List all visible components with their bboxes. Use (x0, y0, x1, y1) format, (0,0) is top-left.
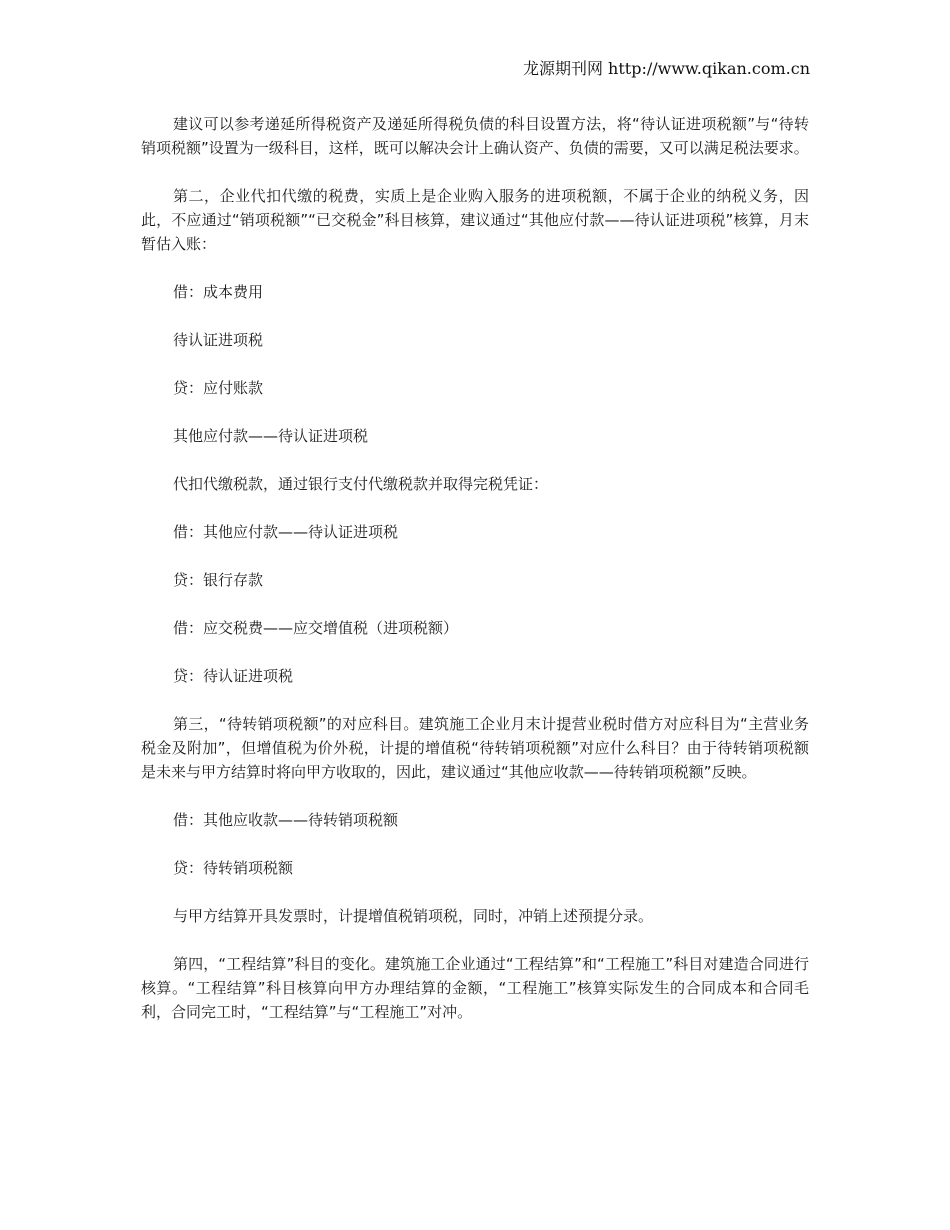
journal-entry-line: 贷：待转销项税额 (173, 859, 294, 877)
paragraph: 第四，“工程结算”科目的变化。建筑施工企业通过“工程结算”和“工程施工”科目对建造合同进行核算。“工程结算”科目核算向甲方办理结算的金额，“工程施工”核算实际发生的合同成本和合同毛利，合同完工时，“工程结算”与“工程施工”对冲。 (141, 955, 809, 1021)
journal-entry-line: 贷：待认证进项税 (173, 667, 294, 685)
page-header-site: 龙源期刊网 http://www.qikan.com.cn (522, 59, 810, 78)
paragraph: 第三，“待转销项税额”的对应科目。建筑施工企业月末计提营业税时借方对应科目为“主营业务税金及附加”，但增值税为价外税，计提的增值税“待转销项税额”对应什么科目？由于待转销项税额是未来与甲方结算时将向甲方收取的，因此，建议通过“其他应收款——待转销项税额”反映。 (141, 715, 809, 781)
paragraph: 代扣代缴税款，通过银行支付代缴税款并取得完税凭证： (173, 475, 549, 493)
paragraph: 第二，企业代扣代缴的税费，实质上是企业购入服务的进项税额，不属于企业的纳税义务，因此，不应通过“销项税额”“已交税金”科目核算，建议通过“其他应付款——待认证进项税”核算，月末暂估入账： (141, 187, 809, 253)
article-body (141, 112, 809, 1048)
journal-entry-line: 贷：银行存款 (173, 571, 264, 589)
paragraph: 建议可以参考递延所得税资产及递延所得税负债的科目设置方法，将“待认证进项税额”与“待转销项税额”设置为一级科目，这样，既可以解决会计上确认资产、负债的需要，又可以满足税法要求。 (141, 115, 809, 157)
journal-entry-line: 借：应交税费——应交增值税（进项税额） (173, 619, 459, 637)
journal-entry-line: 借：成本费用 (173, 283, 264, 301)
journal-entry-line: 贷：应付账款 (173, 379, 264, 397)
journal-entry-line: 其他应付款——待认证进项税 (173, 427, 369, 445)
journal-entry-line: 借：其他应收款——待转销项税额 (173, 811, 399, 829)
journal-entry-line: 待认证进项税 (173, 331, 264, 349)
paragraph: 与甲方结算开具发票时，计提增值税销项税，同时，冲销上述预提分录。 (173, 907, 654, 925)
journal-entry-line: 借：其他应付款——待认证进项税 (173, 523, 399, 541)
